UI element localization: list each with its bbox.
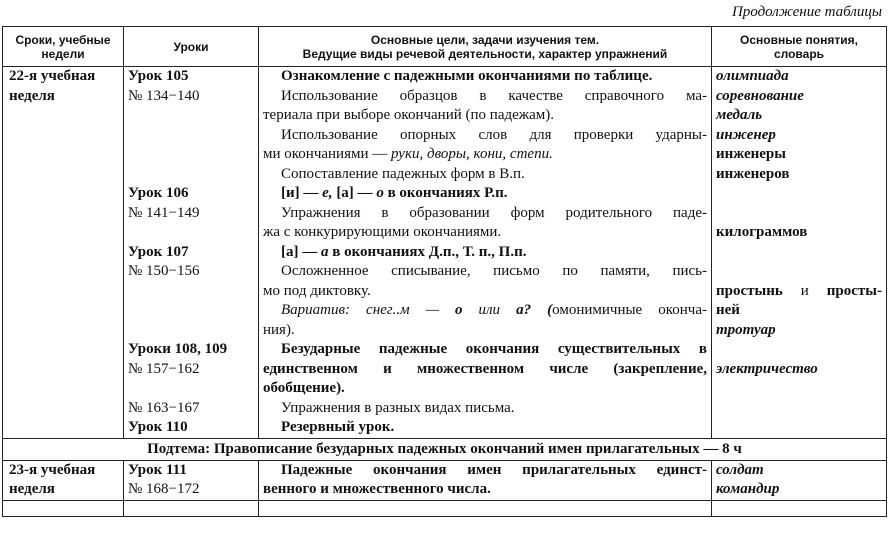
week-cell: 22-я учебная неделя [3, 67, 124, 439]
curriculum-table [2, 26, 887, 517]
subtheme-row [3, 438, 887, 460]
header-row [3, 27, 887, 67]
vocab-cell: олимпиада соревнование медаль инженер инженеры инженеров килограммов простынь и просты- ней тротуар электричество [712, 67, 887, 439]
table-row [3, 460, 887, 500]
table-row [3, 67, 887, 439]
subtheme-title: Подтема: Правописание безударных падежных окончаний имен прилагательных — 8 ч [3, 438, 887, 460]
lessons-cell: Урок 105 № 134−140 Урок 106 № 141−149 Урок 107 № 150−156 Уроки 108, 109 № 157−162 № 163−167 Урок 110 [124, 67, 259, 439]
goals-cell: Ознакомление с падежными окончаниями по таблице. Использование образцов в качестве справочного ма- териала при выборе окончаний (по падежам). Использование опорных слов для проверки ударны- ми окончаниями — руки, дворы, кони, степи. Сопоставление падежных форм в В.п. [и] — е, [а] — о в окончаниях Р.п. Упражнения в образовании форм родительного паде- жа с конкурирующими окончаниями. [а] — а в окончаниях Д.п., Т. п., П.п. Осложненное списывание, письмо по памяти, пись- мо под диктовку. Вариатив: снег..м — о или а? (омонимичные оконча- ния). Безударные падежные окончания существительных в единственном и множественном числе (закрепление, обобщение). Упражнения в разных видах письма. Резервный урок. [259, 67, 712, 439]
vocab-cell: солдат командир [712, 460, 887, 500]
goals-cell: Падежные окончания имен прилагательных единст- венного и множественного числа. [259, 460, 712, 500]
table-row [3, 500, 887, 516]
lessons-cell: Урок 111 № 168−172 [124, 460, 259, 500]
header-vocab: Основные понятия, словарь [712, 27, 887, 67]
header-lessons: Уроки [124, 27, 259, 67]
continued-label: Продолжение таблицы [731, 4, 882, 20]
week-cell: 23-я учебная неделя [3, 460, 124, 500]
header-weeks: Сроки, учебные недели [3, 27, 124, 67]
header-goals: Основные цели, задачи изучения тем. Ведущие виды речевой деятельности, характер упражнений [259, 27, 712, 67]
